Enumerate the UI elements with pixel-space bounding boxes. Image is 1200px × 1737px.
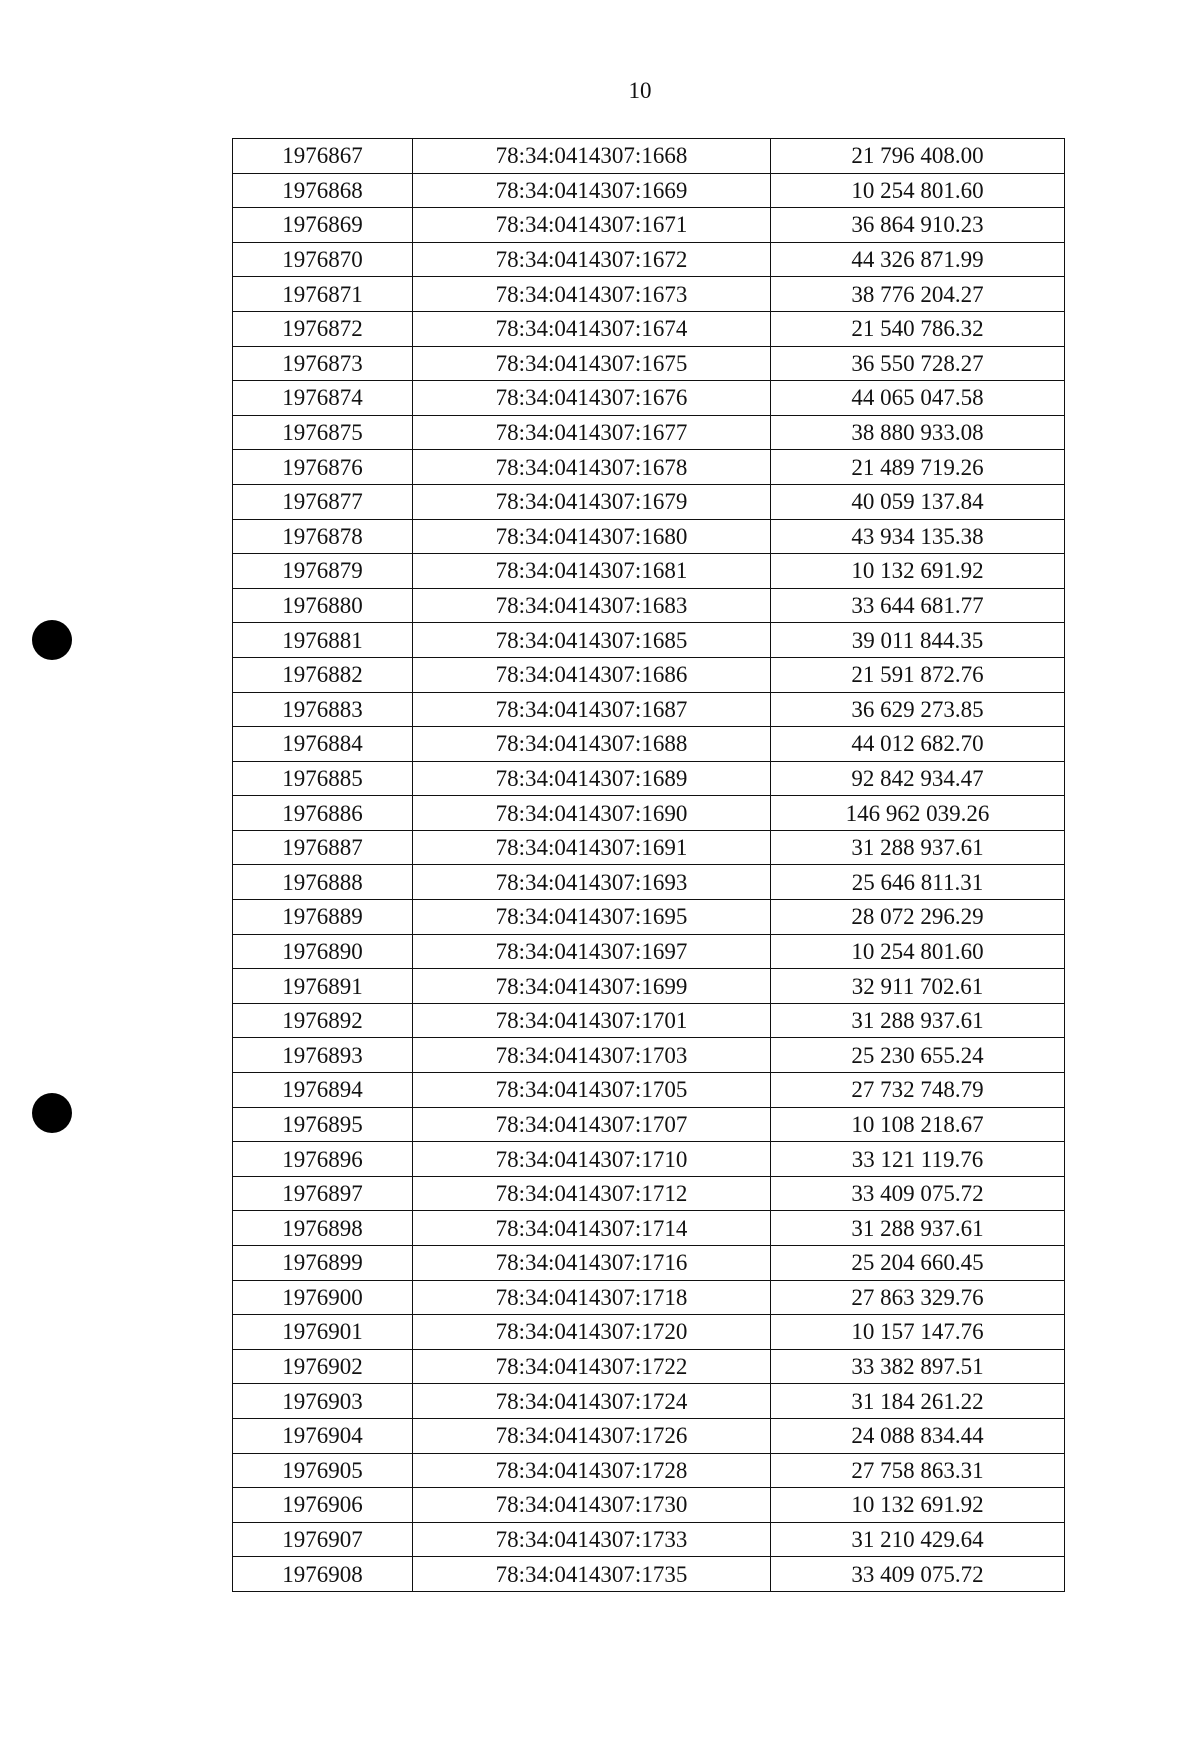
cadastral-number-cell: 78:34:0414307:1693	[413, 865, 771, 900]
cadastral-value-cell: 27 732 748.79	[771, 1073, 1065, 1108]
row-id-cell: 1976888	[233, 865, 413, 900]
cadastral-number-cell: 78:34:0414307:1718	[413, 1280, 771, 1315]
cadastral-number-cell: 78:34:0414307:1733	[413, 1522, 771, 1557]
table-row	[233, 1003, 1065, 1038]
cadastral-number-cell: 78:34:0414307:1671	[413, 208, 771, 243]
cadastral-value-cell: 39 011 844.35	[771, 623, 1065, 658]
cadastral-number-cell: 78:34:0414307:1712	[413, 1176, 771, 1211]
cadastral-value-cell: 10 132 691.92	[771, 554, 1065, 589]
table-row	[233, 1038, 1065, 1073]
table-row	[233, 1384, 1065, 1419]
row-id-cell: 1976886	[233, 796, 413, 831]
cadastral-value-cell: 10 157 147.76	[771, 1315, 1065, 1350]
cadastral-value-cell: 21 591 872.76	[771, 657, 1065, 692]
cadastral-value-cell: 31 210 429.64	[771, 1522, 1065, 1557]
cadastral-number-cell: 78:34:0414307:1669	[413, 173, 771, 208]
table-row	[233, 311, 1065, 346]
table-row	[233, 1246, 1065, 1281]
table-row	[233, 139, 1065, 174]
row-id-cell: 1976894	[233, 1073, 413, 1108]
cadastral-number-cell: 78:34:0414307:1720	[413, 1315, 771, 1350]
table-row	[233, 1418, 1065, 1453]
cadastral-value-cell: 31 288 937.61	[771, 1211, 1065, 1246]
cadastral-number-cell: 78:34:0414307:1676	[413, 381, 771, 416]
cadastral-number-cell: 78:34:0414307:1726	[413, 1418, 771, 1453]
cadastral-number-cell: 78:34:0414307:1685	[413, 623, 771, 658]
row-id-cell: 1976891	[233, 969, 413, 1004]
row-id-cell: 1976907	[233, 1522, 413, 1557]
table-row	[233, 173, 1065, 208]
table-row	[233, 208, 1065, 243]
cadastral-value-cell: 31 288 937.61	[771, 830, 1065, 865]
table-row	[233, 865, 1065, 900]
table-row	[233, 692, 1065, 727]
row-id-cell: 1976898	[233, 1211, 413, 1246]
cadastral-value-cell: 44 065 047.58	[771, 381, 1065, 416]
table-row	[233, 1176, 1065, 1211]
cadastral-number-cell: 78:34:0414307:1699	[413, 969, 771, 1004]
row-id-cell: 1976896	[233, 1142, 413, 1177]
cadastral-number-cell: 78:34:0414307:1687	[413, 692, 771, 727]
cadastral-value-cell: 25 230 655.24	[771, 1038, 1065, 1073]
table-row	[233, 415, 1065, 450]
page-number: 10	[628, 78, 652, 103]
cadastral-number-cell: 78:34:0414307:1701	[413, 1003, 771, 1038]
table-row	[233, 484, 1065, 519]
cadastral-value-cell: 40 059 137.84	[771, 484, 1065, 519]
row-id-cell: 1976871	[233, 277, 413, 312]
cadastral-value-cell: 31 288 937.61	[771, 1003, 1065, 1038]
row-id-cell: 1976868	[233, 173, 413, 208]
cadastral-value-cell: 38 776 204.27	[771, 277, 1065, 312]
cadastral-value-cell: 146 962 039.26	[771, 796, 1065, 831]
cadastral-value-table	[232, 138, 1065, 1592]
row-id-cell: 1976870	[233, 242, 413, 277]
row-id-cell: 1976905	[233, 1453, 413, 1488]
row-id-cell: 1976897	[233, 1176, 413, 1211]
table-row	[233, 761, 1065, 796]
cadastral-number-cell: 78:34:0414307:1697	[413, 934, 771, 969]
cadastral-number-cell: 78:34:0414307:1690	[413, 796, 771, 831]
cadastral-number-cell: 78:34:0414307:1714	[413, 1211, 771, 1246]
cadastral-value-cell: 43 934 135.38	[771, 519, 1065, 554]
table-row	[233, 1211, 1065, 1246]
row-id-cell: 1976895	[233, 1107, 413, 1142]
row-id-cell: 1976899	[233, 1246, 413, 1281]
cadastral-number-cell: 78:34:0414307:1691	[413, 830, 771, 865]
row-id-cell: 1976903	[233, 1384, 413, 1419]
row-id-cell: 1976901	[233, 1315, 413, 1350]
table-row	[233, 1315, 1065, 1350]
table-row	[233, 346, 1065, 381]
table-row	[233, 969, 1065, 1004]
cadastral-value-cell: 21 540 786.32	[771, 311, 1065, 346]
table-row	[233, 934, 1065, 969]
cadastral-number-cell: 78:34:0414307:1689	[413, 761, 771, 796]
row-id-cell: 1976904	[233, 1418, 413, 1453]
row-id-cell: 1976876	[233, 450, 413, 485]
cadastral-value-cell: 21 489 719.26	[771, 450, 1065, 485]
cadastral-value-cell: 27 758 863.31	[771, 1453, 1065, 1488]
row-id-cell: 1976879	[233, 554, 413, 589]
row-id-cell: 1976867	[233, 139, 413, 174]
cadastral-value-cell: 10 132 691.92	[771, 1488, 1065, 1523]
punch-hole-bottom	[32, 1093, 72, 1133]
table-row	[233, 554, 1065, 589]
cadastral-value-cell: 10 254 801.60	[771, 173, 1065, 208]
row-id-cell: 1976908	[233, 1557, 413, 1592]
cadastral-number-cell: 78:34:0414307:1673	[413, 277, 771, 312]
cadastral-value-cell: 10 108 218.67	[771, 1107, 1065, 1142]
cadastral-number-cell: 78:34:0414307:1679	[413, 484, 771, 519]
row-id-cell: 1976875	[233, 415, 413, 450]
table-row	[233, 623, 1065, 658]
table-row	[233, 1280, 1065, 1315]
row-id-cell: 1976883	[233, 692, 413, 727]
row-id-cell: 1976892	[233, 1003, 413, 1038]
table-row	[233, 1557, 1065, 1592]
cadastral-value-cell: 36 629 273.85	[771, 692, 1065, 727]
table-row	[233, 1453, 1065, 1488]
cadastral-number-cell: 78:34:0414307:1705	[413, 1073, 771, 1108]
cadastral-value-cell: 44 012 682.70	[771, 727, 1065, 762]
table-row	[233, 381, 1065, 416]
table-row	[233, 588, 1065, 623]
table-row	[233, 900, 1065, 935]
row-id-cell: 1976884	[233, 727, 413, 762]
cadastral-value-cell: 31 184 261.22	[771, 1384, 1065, 1419]
row-id-cell: 1976885	[233, 761, 413, 796]
row-id-cell: 1976869	[233, 208, 413, 243]
cadastral-value-cell: 25 204 660.45	[771, 1246, 1065, 1281]
table-row	[233, 1488, 1065, 1523]
cadastral-value-cell: 38 880 933.08	[771, 415, 1065, 450]
row-id-cell: 1976882	[233, 657, 413, 692]
row-id-cell: 1976880	[233, 588, 413, 623]
cadastral-number-cell: 78:34:0414307:1722	[413, 1349, 771, 1384]
cadastral-number-cell: 78:34:0414307:1686	[413, 657, 771, 692]
cadastral-value-cell: 36 550 728.27	[771, 346, 1065, 381]
cadastral-value-cell: 33 644 681.77	[771, 588, 1065, 623]
row-id-cell: 1976874	[233, 381, 413, 416]
cadastral-number-cell: 78:34:0414307:1668	[413, 139, 771, 174]
cadastral-value-cell: 33 121 119.76	[771, 1142, 1065, 1177]
row-id-cell: 1976887	[233, 830, 413, 865]
cadastral-number-cell: 78:34:0414307:1735	[413, 1557, 771, 1592]
cadastral-number-cell: 78:34:0414307:1728	[413, 1453, 771, 1488]
cadastral-number-cell: 78:34:0414307:1716	[413, 1246, 771, 1281]
cadastral-value-cell: 28 072 296.29	[771, 900, 1065, 935]
row-id-cell: 1976878	[233, 519, 413, 554]
cadastral-value-cell: 92 842 934.47	[771, 761, 1065, 796]
punch-hole-top	[32, 620, 72, 660]
cadastral-number-cell: 78:34:0414307:1674	[413, 311, 771, 346]
row-id-cell: 1976877	[233, 484, 413, 519]
cadastral-number-cell: 78:34:0414307:1730	[413, 1488, 771, 1523]
cadastral-value-cell: 10 254 801.60	[771, 934, 1065, 969]
cadastral-number-cell: 78:34:0414307:1681	[413, 554, 771, 589]
table-row	[233, 1073, 1065, 1108]
table-row	[233, 727, 1065, 762]
cadastral-number-cell: 78:34:0414307:1724	[413, 1384, 771, 1419]
table-row	[233, 830, 1065, 865]
table-row	[233, 450, 1065, 485]
cadastral-number-cell: 78:34:0414307:1703	[413, 1038, 771, 1073]
row-id-cell: 1976873	[233, 346, 413, 381]
table-body	[233, 139, 1065, 1592]
row-id-cell: 1976889	[233, 900, 413, 935]
cadastral-value-cell: 44 326 871.99	[771, 242, 1065, 277]
cadastral-number-cell: 78:34:0414307:1688	[413, 727, 771, 762]
row-id-cell: 1976872	[233, 311, 413, 346]
row-id-cell: 1976900	[233, 1280, 413, 1315]
table-row	[233, 277, 1065, 312]
cadastral-value-cell: 33 409 075.72	[771, 1557, 1065, 1592]
cadastral-value-cell: 24 088 834.44	[771, 1418, 1065, 1453]
row-id-cell: 1976906	[233, 1488, 413, 1523]
cadastral-value-cell: 36 864 910.23	[771, 208, 1065, 243]
cadastral-number-cell: 78:34:0414307:1710	[413, 1142, 771, 1177]
cadastral-number-cell: 78:34:0414307:1677	[413, 415, 771, 450]
table-row	[233, 1349, 1065, 1384]
table-row	[233, 1142, 1065, 1177]
cadastral-number-cell: 78:34:0414307:1675	[413, 346, 771, 381]
cadastral-value-cell: 32 911 702.61	[771, 969, 1065, 1004]
table-row	[233, 242, 1065, 277]
cadastral-value-cell: 33 409 075.72	[771, 1176, 1065, 1211]
cadastral-number-cell: 78:34:0414307:1707	[413, 1107, 771, 1142]
table-row	[233, 1107, 1065, 1142]
row-id-cell: 1976902	[233, 1349, 413, 1384]
table-row	[233, 657, 1065, 692]
cadastral-value-cell: 21 796 408.00	[771, 139, 1065, 174]
cadastral-value-cell: 25 646 811.31	[771, 865, 1065, 900]
cadastral-number-cell: 78:34:0414307:1680	[413, 519, 771, 554]
cadastral-number-cell: 78:34:0414307:1695	[413, 900, 771, 935]
cadastral-number-cell: 78:34:0414307:1683	[413, 588, 771, 623]
cadastral-number-cell: 78:34:0414307:1678	[413, 450, 771, 485]
row-id-cell: 1976890	[233, 934, 413, 969]
table-row	[233, 796, 1065, 831]
cadastral-value-cell: 33 382 897.51	[771, 1349, 1065, 1384]
row-id-cell: 1976893	[233, 1038, 413, 1073]
cadastral-value-cell: 27 863 329.76	[771, 1280, 1065, 1315]
table-row	[233, 519, 1065, 554]
row-id-cell: 1976881	[233, 623, 413, 658]
cadastral-number-cell: 78:34:0414307:1672	[413, 242, 771, 277]
table-row	[233, 1522, 1065, 1557]
